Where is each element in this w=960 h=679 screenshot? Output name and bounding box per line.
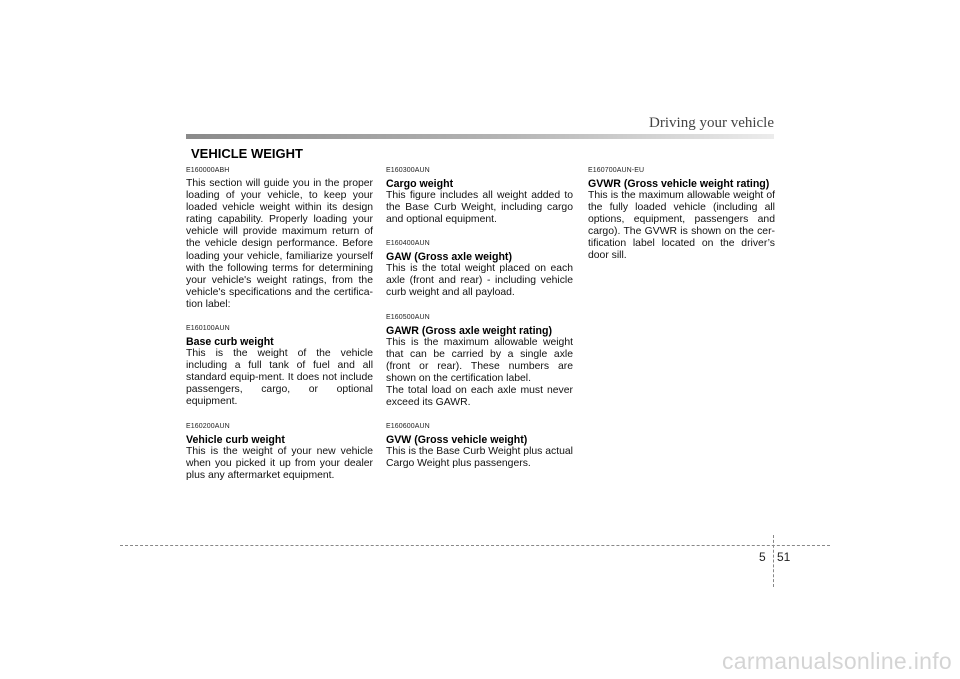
content-block	[386, 422, 573, 470]
reference-code: E160100AUN	[186, 325, 230, 333]
watermark: carmanualsonline.info	[721, 648, 952, 674]
content-block	[186, 166, 373, 311]
body-text: This section will guide you in the proper loading of your vehicle, to keep your loaded vehicle weight within its design rating capability. Properly loading your vehicle will provide maximum return of the vehicle design performance. Before loading your vehicle, familiarize yourself with the following terms for determining your vehicle's weight ratings, from the vehicle's specifications and the certifica-tion label:	[186, 178, 373, 310]
chapter-header-title: Driving your vehicle	[649, 115, 774, 131]
term-heading: GAW (Gross axle weight)	[386, 251, 512, 264]
body-text: This figure includes all weight added to the Base Curb Weight, including cargo and optional equipment.	[386, 190, 573, 226]
chapter-number: 5	[759, 550, 766, 564]
term-heading: GAWR (Gross axle weight rating)	[386, 324, 552, 337]
text-column-3	[588, 166, 775, 263]
text-column-2	[386, 166, 573, 470]
content-block	[186, 324, 373, 408]
body-text: This is the maximum allowable weight of the fully loaded vehicle (including all options, equipment, passengers and cargo). The GVWR is shown on the cer-tification label located on the driver’s door sill.	[588, 190, 775, 262]
text-column-1	[186, 166, 373, 482]
reference-code: E160300AUN	[386, 167, 430, 174]
reference-code: E160700AUN-EU	[588, 167, 645, 174]
reference-code: E160600AUN	[386, 423, 430, 431]
content-block	[386, 313, 573, 410]
body-text: This is the Base Curb Weight plus actual Cargo Weight plus passengers.	[386, 446, 573, 470]
body-text: This is the weight of your new vehicle when you picked it up from your dealer plus any aftermarket equipment.	[186, 445, 373, 481]
reference-code: E160200AUN	[186, 422, 230, 430]
reference-code: E160500AUN	[386, 313, 430, 321]
header-rule	[186, 134, 774, 139]
section-title: VEHICLE WEIGHT	[191, 146, 303, 161]
content-block	[588, 166, 775, 263]
footer-divider	[773, 535, 774, 587]
footer-rule	[120, 545, 830, 546]
content-block	[386, 166, 573, 226]
body-text: This is the weight of the vehicle including a full tank of fuel and all standard equip-ment. It does not include passengers, cargo, or optional equipment.	[186, 348, 373, 408]
body-text: This is the total weight placed on each axle (front and rear) - including vehicle curb weight and all payload.	[386, 263, 573, 299]
term-heading: GVWR (Gross vehicle weight rating)	[588, 178, 770, 190]
term-heading: Base curb weight	[186, 336, 274, 349]
content-block	[386, 239, 573, 299]
term-heading: Vehicle curb weight	[186, 433, 285, 446]
body-text: This is the maximum allowable weight that can be carried by a single axle (front or rear). These numbers are shown on the certification label. The total load on each axle must never exceed its GAWR.	[386, 336, 573, 409]
content-block	[186, 422, 373, 482]
reference-code: E160400AUN	[386, 240, 430, 248]
page-number: 51	[777, 550, 791, 564]
term-heading: GVW (Gross vehicle weight)	[386, 434, 528, 447]
term-heading: Cargo weight	[386, 178, 454, 190]
reference-code: E160000ABH	[186, 167, 230, 174]
